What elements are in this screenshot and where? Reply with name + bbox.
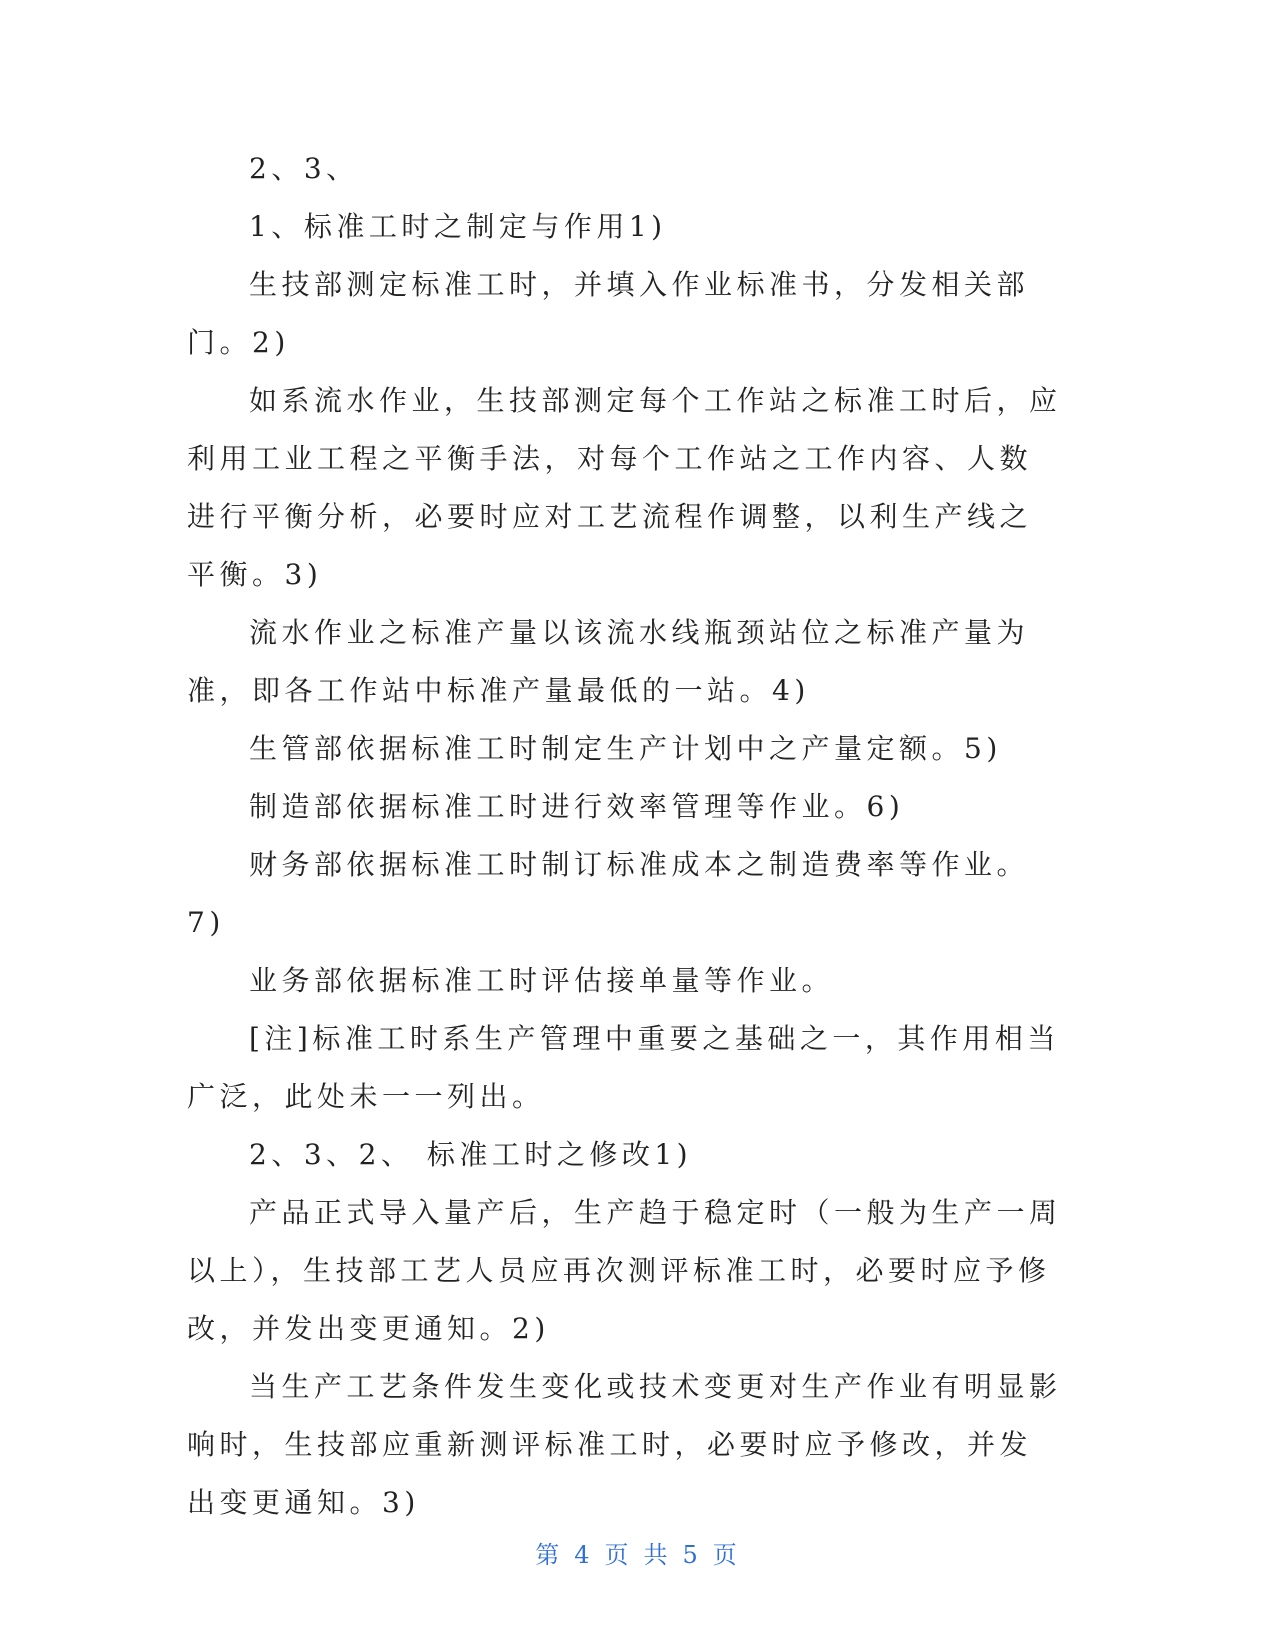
paragraph-item-1: 生技部测定标准工时，并填入作业标准书，分发相关部门。2) [187, 268, 1030, 359]
paragraph-modification-1: 产品正式导入量产后，生产趋于稳定时（一般为生产一周以上），生技部工艺人员应再次测评标准工时，必要时应予修改，并发出变更通知。2) [187, 1196, 1062, 1345]
paragraph-section-number: 2、3、 [249, 152, 359, 185]
paragraph-modification-2: 当生产工艺条件发生变化或技术变更对生产作业有明显影响时，生技部应重新测评标准工时，必要时应予修改，并发出变更通知。3) [187, 1370, 1062, 1519]
paragraph-item-3: 流水作业之标准产量以该流水线瓶颈站位之标准产量为准，即各工作站中标准产量最低的一站。4) [187, 616, 1030, 707]
paragraph-item-4: 生管部依据标准工时制定生产计划中之产量定额。5) [249, 732, 1002, 765]
paragraph-item-7: 业务部依据标准工时评估接单量等作业。 [249, 964, 835, 997]
paragraph-heading-modification: 2、3、2、 标准工时之修改1) [249, 1138, 693, 1171]
footer-total-pages: 5 [682, 1541, 701, 1569]
footer-prefix: 第 [535, 1541, 563, 1569]
paragraph-item-6: 财务部依据标准工时制订标准成本之制造费率等作业。7) [187, 848, 1030, 939]
footer-suffix: 页 [712, 1541, 740, 1569]
paragraph-heading-standard-time: 1、标准工时之制定与作用1) [249, 210, 667, 243]
paragraph-item-5: 制造部依据标准工时进行效率管理等作业。6) [249, 790, 905, 823]
footer-current-page: 4 [574, 1541, 593, 1569]
document-body [187, 140, 1062, 1532]
footer-total-prefix: 共 [643, 1541, 671, 1569]
footer-page-word: 页 [604, 1541, 632, 1569]
paragraph-item-2: 如系流水作业，生技部测定每个工作站之标准工时后，应利用工业工程之平衡手法，对每个工作站之工作内容、人数进行平衡分析，必要时应对工艺流程作调整，以利生产线之平衡。3) [187, 384, 1062, 591]
page-footer [0, 1535, 1275, 1570]
paragraph-note: [注]标准工时系生产管理中重要之基础之一，其作用相当广泛，此处未一一列出。 [187, 1022, 1060, 1113]
